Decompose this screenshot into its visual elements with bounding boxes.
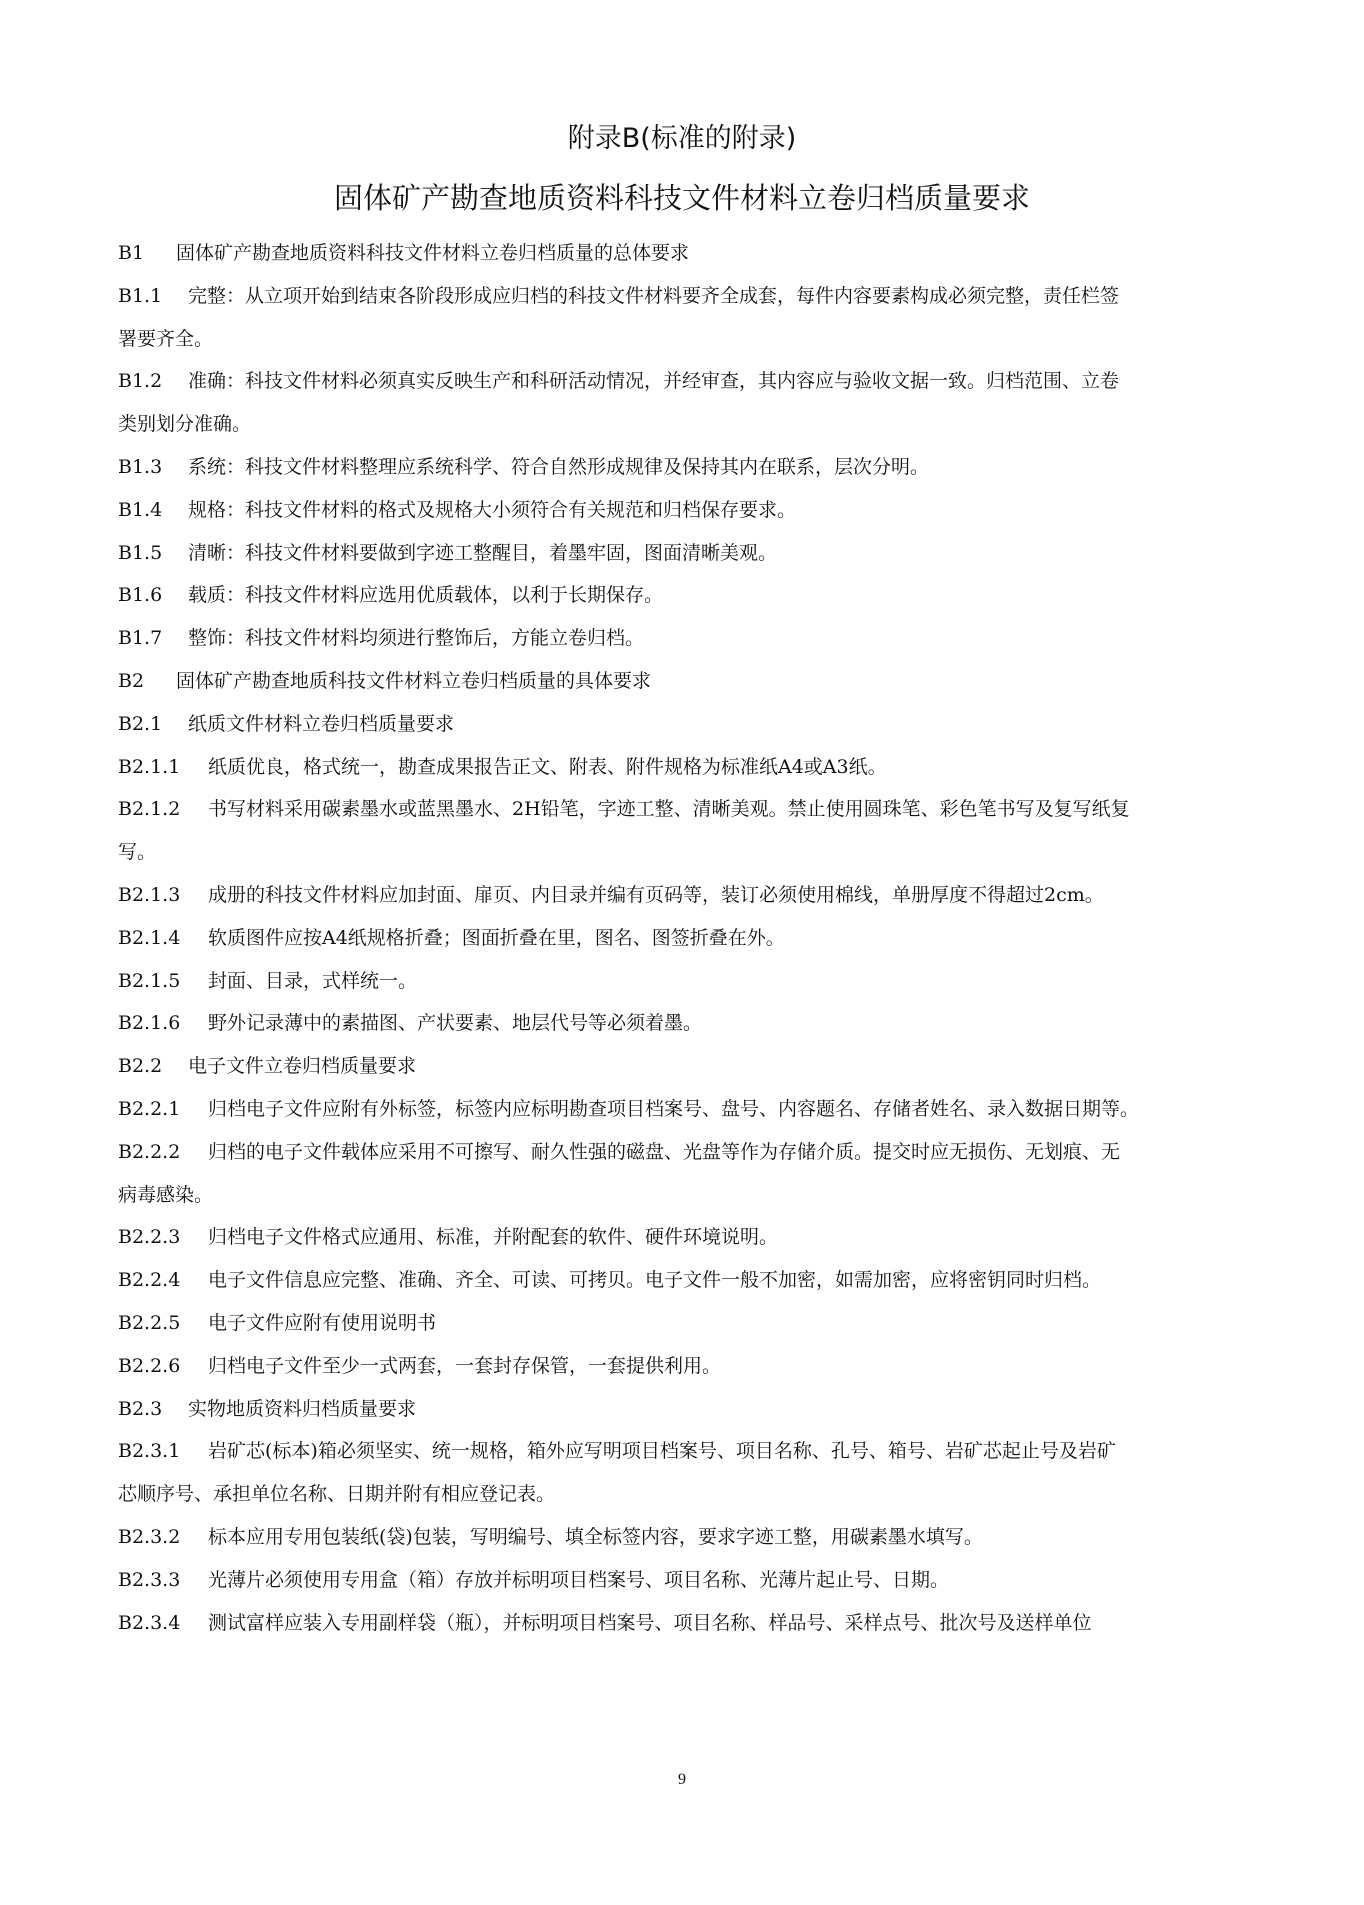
clause-number: B2.1.1 — [118, 755, 181, 778]
clause-text: 实物地质资料归档质量要求 — [188, 1397, 417, 1420]
clause-line — [118, 1302, 1243, 1345]
clause-text: 软质图件应按A4纸规格折叠；图面折叠在里，图名、图签折叠在外。 — [208, 926, 785, 949]
clause-continuation — [118, 318, 1243, 361]
clause-text: 归档电子文件格式应通用、标准，并附配套的软件、硬件环境说明。 — [208, 1226, 779, 1249]
clause-line — [118, 960, 1243, 1003]
clause-number: B2.2.5 — [118, 1311, 181, 1334]
clause-line — [118, 360, 1243, 403]
clause-text: 固体矿产勘查地质资料科技文件材料立卷归档质量的总体要求 — [176, 242, 690, 264]
clause-line — [118, 788, 1243, 831]
clause-line — [118, 1559, 1243, 1602]
clause-text: 署要齐全。 — [118, 327, 214, 350]
clause-text: 成册的科技文件材料应加封面、扉页、内目录并编有页码等，装订必须使用棉线，单册厚度不得超过2cm。 — [208, 883, 1104, 906]
clause-line — [118, 1259, 1243, 1302]
clause-number: B1.7 — [118, 627, 163, 650]
clause-number: B2.3.4 — [118, 1611, 181, 1634]
clause-continuation — [118, 1174, 1243, 1217]
clause-number: B2.2.3 — [118, 1226, 181, 1249]
clause-text: 系统：科技文件材料整理应系统科学、符合自然形成规律及保持其内在联系，层次分明。 — [188, 455, 930, 478]
clause-number: B2.3.3 — [118, 1568, 181, 1591]
clause-number: B2.2.6 — [118, 1354, 181, 1377]
clause-text: 完整：从立项开始到结束各阶段形成应归档的科技文件材料要齐全成套，每件内容要素构成必须完整，责任栏签 — [188, 284, 1120, 307]
clause-line — [118, 1216, 1243, 1259]
clause-number: B2 — [118, 669, 145, 692]
clause-line — [118, 1088, 1243, 1131]
clause-text: 整饰：科技文件材料均须进行整饰后，方能立卷归档。 — [188, 627, 645, 650]
subsection-line — [118, 703, 1243, 746]
clause-text: 纸质优良，格式统一，勘查成果报告正文、附表、附件规格为标准纸A4或A3纸。 — [208, 755, 887, 778]
clause-number: B2.2.2 — [118, 1140, 181, 1163]
clause-line — [118, 532, 1243, 575]
clause-number: B2.2 — [118, 1055, 163, 1078]
clause-text: 载质：科技文件材料应选用优质载体，以利于长期保存。 — [188, 584, 664, 607]
clause-continuation — [118, 403, 1243, 446]
clause-text: 野外记录薄中的素描图、产状要素、地层代号等必须着墨。 — [208, 1012, 703, 1035]
clause-line — [118, 874, 1243, 917]
clause-text: 测试富样应装入专用副样袋（瓶），并标明项目档案号、项目名称、样品号、采样点号、批次号及送样单位 — [208, 1611, 1092, 1634]
clause-line — [118, 574, 1243, 617]
clause-continuation — [118, 1473, 1243, 1516]
clause-line — [118, 275, 1243, 318]
clause-number: B2.3 — [118, 1397, 163, 1420]
clause-number: B2.3.2 — [118, 1525, 181, 1548]
clause-text: 书写材料采用碳素墨水或蓝黑墨水、2H铅笔，字迹工整、清晰美观。禁止使用圆珠笔、彩色笔书写及复写纸复 — [208, 798, 1130, 821]
clause-text: 光薄片必须使用专用盒（箱）存放并标明项目档案号、项目名称、光薄片起止号、日期。 — [208, 1568, 950, 1591]
clause-continuation — [118, 831, 1243, 874]
subsection-line — [118, 1045, 1243, 1088]
section-line — [118, 660, 1243, 703]
section-line — [118, 232, 1243, 275]
clause-line — [118, 617, 1243, 660]
clause-number: B2.1.2 — [118, 798, 181, 821]
clause-line — [118, 1430, 1243, 1473]
clause-number: B1 — [118, 242, 145, 264]
clause-line — [118, 489, 1243, 532]
clause-number: B2.1.3 — [118, 883, 181, 906]
clause-line — [118, 1516, 1243, 1559]
clause-line — [118, 746, 1243, 789]
clause-number: B2.2.1 — [118, 1097, 181, 1120]
clause-number: B1.5 — [118, 541, 163, 564]
clause-text: 清晰：科技文件材料要做到字迹工整醒目，着墨牢固，图面清晰美观。 — [188, 541, 778, 564]
clause-text: 类别划分准确。 — [118, 413, 252, 436]
appendix-title: 附录B(标准的附录) — [567, 123, 797, 154]
clause-line — [118, 1002, 1243, 1045]
clause-text: 纸质文件材料立卷归档质量要求 — [188, 712, 455, 735]
clause-text: 归档电子文件应附有外标签，标签内应标明勘查项目档案号、盘号、内容题名、存储者姓名、录入数据日期等。 — [208, 1097, 1140, 1120]
clause-text: 固体矿产勘查地质科技文件材料立卷归档质量的具体要求 — [176, 669, 652, 692]
clause-number: B2.1.4 — [118, 926, 181, 949]
clause-line — [118, 1602, 1243, 1645]
document-title: 固体矿产勘查地质资料科技文件材料立卷归档质量要求 — [333, 181, 1030, 215]
clause-text: 芯顺序号、承担单位名称、日期并附有相应登记表。 — [118, 1483, 556, 1506]
clause-number: B1.2 — [118, 370, 163, 393]
clause-text: 规格：科技文件材料的格式及规格大小须符合有关规范和归档保存要求。 — [188, 498, 797, 521]
clause-number: B1.3 — [118, 455, 163, 478]
clause-number: B2.2.4 — [118, 1269, 181, 1292]
document-body — [118, 232, 1243, 1644]
clause-text: 准确：科技文件材料必须真实反映生产和科研活动情况，并经审查，其内容应与验收文据一致。归档范围、立卷 — [188, 370, 1120, 393]
clause-line — [118, 446, 1243, 489]
clause-number: B1.1 — [118, 284, 163, 307]
clause-text: 电子文件立卷归档质量要求 — [188, 1055, 417, 1078]
clause-number: B2.1 — [118, 712, 163, 735]
clause-number: B2.3.1 — [118, 1440, 181, 1463]
clause-number: B2.1.6 — [118, 1012, 181, 1035]
subsection-line — [118, 1388, 1243, 1431]
clause-number: B1.4 — [118, 498, 163, 521]
clause-line — [118, 917, 1243, 960]
page-number: 9 — [678, 1771, 686, 1788]
clause-text: 归档的电子文件载体应采用不可擦写、耐久性强的磁盘、光盘等作为存储介质。提交时应无损伤、无划痕、无 — [208, 1140, 1121, 1163]
clause-text: 标本应用专用包装纸(袋)包装，写明编号、填全标签内容，要求字迹工整，用碳素墨水填写。 — [208, 1525, 983, 1548]
clause-text: 封面、目录，式样统一。 — [208, 969, 418, 992]
clause-text: 电子文件应附有使用说明书 — [208, 1311, 437, 1334]
clause-number: B1.6 — [118, 584, 163, 607]
clause-text: 电子文件信息应完整、准确、齐全、可读、可拷贝。电子文件一般不加密，如需加密，应将密钥同时归档。 — [208, 1269, 1102, 1292]
clause-text: 岩矿芯(标本)箱必须坚实、统一规格，箱外应写明项目档案号、项目名称、孔号、箱号、岩矿芯起止号及岩矿 — [208, 1440, 1116, 1463]
clause-line — [118, 1131, 1243, 1174]
clause-text: 写。 — [118, 841, 157, 864]
clause-text: 归档电子文件至少一式两套，一套封存保管，一套提供利用。 — [208, 1354, 722, 1377]
clause-text: 病毒感染。 — [118, 1183, 214, 1206]
clause-line — [118, 1345, 1243, 1388]
clause-number: B2.1.5 — [118, 969, 181, 992]
